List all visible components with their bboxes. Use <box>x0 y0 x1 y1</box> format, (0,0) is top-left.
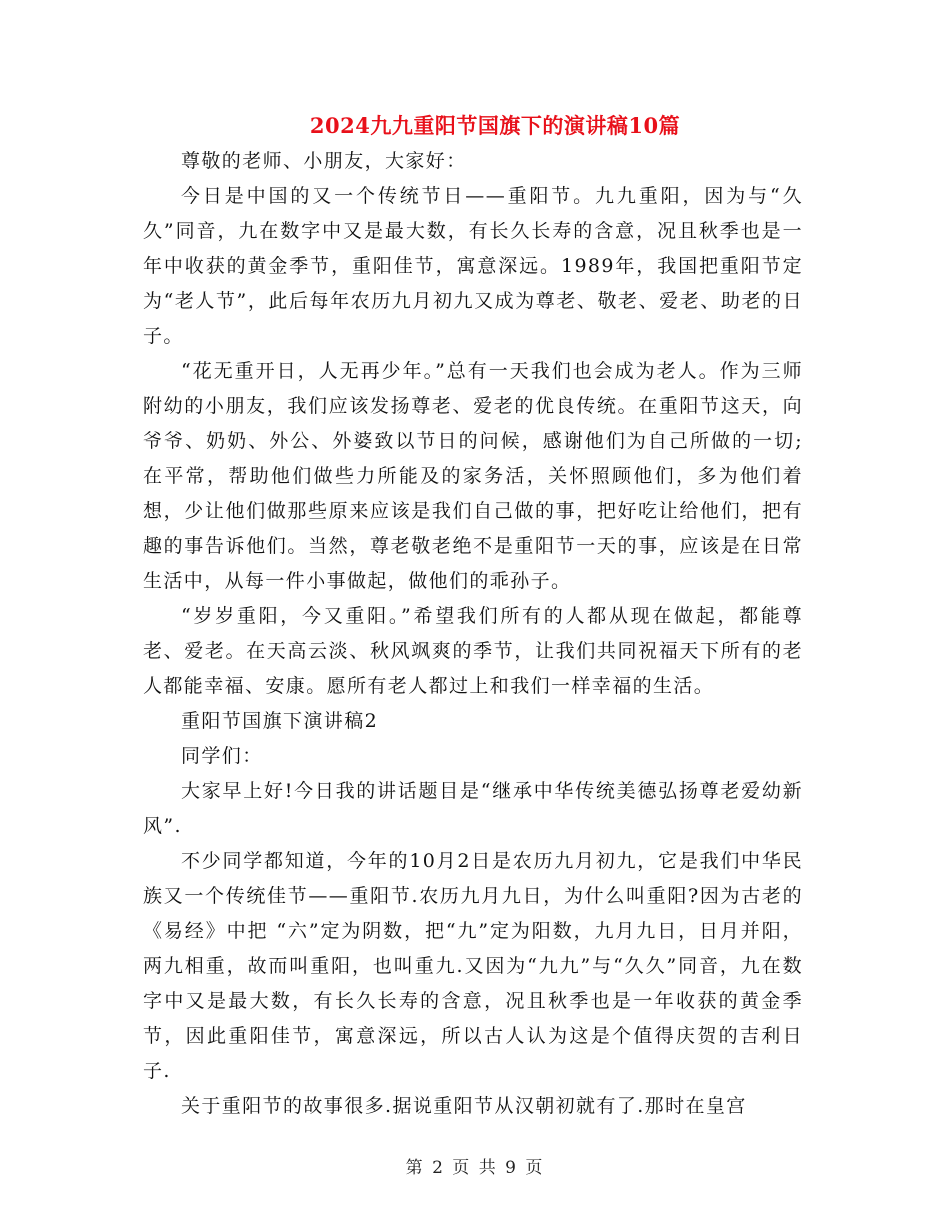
paragraph: “岁岁重阳，今又重阳。”希望我们所有的人都从现在做起，都能尊老、爱老。在天高云淡、秋风飒爽的季节，让我们共同祝福天下所有的老人都能幸福、安康。愿所有老人都过上和我们一样幸福的生活。 <box>143 605 803 697</box>
paragraph: 今日是中国的又一个传统节日——重阳节。九九重阳，因为与“久久”同音，九在数字中又是最大数，有长久长寿的含意，况且秋季也是一年中收获的黄金季节，重阳佳节，寓意深远。1989年，我国把重阳节定为“老人节”，此后每年农历九月初九又成为尊老、敬老、爱老、助老的日子。 <box>143 185 803 347</box>
paragraph: 关于重阳节的故事很多.据说重阳节从汉朝初就有了.那时在皇宫 <box>181 1095 747 1117</box>
paragraph: 不少同学都知道，今年的10月2日是农历九月初九，它是我们中华民族又一个传统佳节——重阳节.农历九月九日，为什么叫重阳?因为古老的《易经》中把 “六”定为阴数，把“九”定为阳数，九月九日，日月并阳，两九相重，故而叫重阳，也叫重九.又因为“九九”与“久久”同音，九在数字中又是最大数，有长久长寿的含意，况且秋季也是一年收获的黄金季节，因此重阳佳节，寓意深远，所以古人认为这是个值得庆贺的吉利日子. <box>143 850 803 1082</box>
document-body <box>143 144 803 1124</box>
paragraph: 大家早上好!今日我的讲话题目是“继承中华传统美德弘扬尊老爱幼新风”. <box>143 780 803 837</box>
paragraph: “花无重开日，人无再少年。”总有一天我们也会成为老人。作为三师附幼的小朋友，我们应该发扬尊老、爱老的优良传统。在重阳节这天，向爷爷、奶奶、外公、外婆致以节日的问候，感谢他们为自己所做的一切;在平常，帮助他们做些力所能及的家务活，关怀照顾他们，多为他们着想，少让他们做那些原来应该是我们自己做的事，把好吃让给他们，把有趣的事告诉他们。当然，尊老敬老绝不是重阳节一天的事，应该是在日常生活中，从每一件小事做起，做他们的乖孙子。 <box>143 360 803 592</box>
page-footer: 第 2 页 共 9 页 <box>405 1158 545 1178</box>
paragraph: 尊敬的老师、小朋友，大家好： <box>181 150 467 172</box>
paragraph: 同学们： <box>181 745 263 767</box>
section-heading: 重阳节国旗下演讲稿2 <box>181 710 379 732</box>
document-title: 2024九九重阳节国旗下的演讲稿10篇 <box>309 113 681 138</box>
